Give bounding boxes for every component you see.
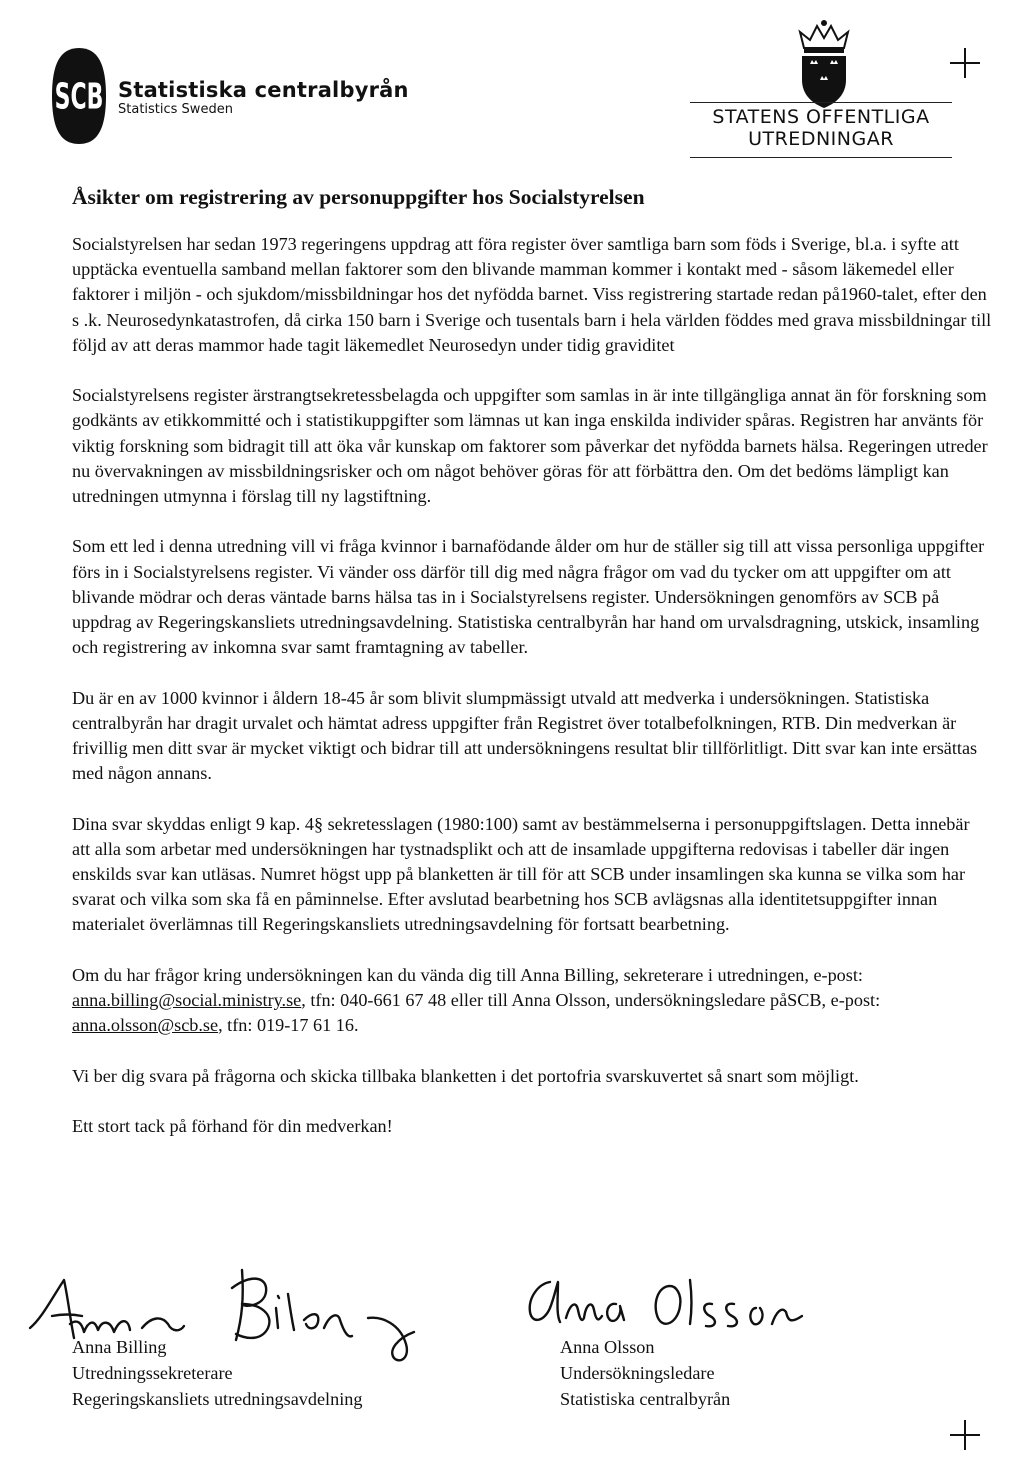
- scb-subtitle: Statistics Sweden: [118, 102, 233, 117]
- signer-role: Utredningssekreterare: [72, 1363, 233, 1383]
- sou-line1: STATENS OFFENTLIGA: [712, 106, 930, 128]
- contact-paragraph: [72, 963, 992, 1039]
- request-paragraph: Vi ber dig svara på frågorna och skicka tillbaka blanketten i det portofria svarskuvertet så snart som möjligt.: [72, 1065, 859, 1086]
- sou-line2: UTREDNINGAR: [748, 128, 894, 150]
- signature-anna-olsson: [520, 1268, 810, 1338]
- signer-name: Anna Olsson: [560, 1337, 655, 1357]
- signer-name: Anna Billing: [72, 1337, 167, 1357]
- paragraph: Socialstyrelsen har sedan 1973 regeringens uppdrag att föra register över samtliga barn som föds i Sverige, bl.a. i syfte att upptäcka eventuella samband mellan faktorer som den blivande mamman kommer i kontakt med - såsom läkemedel eller faktorer i miljön - och sjukdom/missbildningar hos det nyfödda barnet. Viss registrering startade redan på1960-talet, efter den s .k. Neurosedynkatastrofen, då cirka 150 barn i Sverige och tusentals barn i hela världen föddes med grava missbildningar till följd av att deras mammor hade tagit läkemedlet Neurosedyn under tidig graviditet: [72, 234, 992, 355]
- sou-crest-icon: [790, 18, 858, 110]
- scb-org-name: [118, 78, 409, 118]
- signer-billing: [72, 1334, 362, 1412]
- sou-org-name: [690, 106, 952, 150]
- contact-text: , tfn: 040-661 67 48 eller till Anna Olsson, undersökningsledare påSCB, e-post:: [301, 990, 881, 1011]
- signer-org: Regeringskansliets utredningsavdelning: [72, 1389, 363, 1409]
- paragraph: Som ett led i denna utredning vill vi fråga kvinnor i barnafödande ålder om hur de ställer sig till att vissa personliga uppgifter förs in i Socialstyrelsens register. Vi vänder oss därför till dig med några frågor om vad du tycker om att uppgifter om att blivande mödrar och deras väntade barns hälsa tas in i Socialstyrelsens register. Undersökningen genomförs av SCB på uppdrag av Regeringskansliets utredningsavdelning. Statistiska centralbyrån har hand om urvalsdragning, utskick, insamling och registrering av inkomna svar samt framtagning av tabeller.: [72, 536, 985, 658]
- paragraph: Socialstyrelsens register ärstrangtsekretessbelagda och uppgifter som samlas in är inte tillgängliga annat än för forskning som godkänts av etikkommitté och i statistikuppgifter som lämnas ut kan inga enskilda individer spåras. Registren har använts för viktig forskning som bidragit till att öka vår kunskap om faktorer som påverkar det nyfödda barnets hälsa. Regeringen utreder nu övervakningen av missbildningsrisker och om något behöver göras för att förbättra den. Om det bedöms lämpligt kan utredningen utmynna i förslag till ny lagstiftning.: [72, 385, 988, 507]
- signer-org: Statistiska centralbyrån: [560, 1389, 731, 1409]
- registration-mark-icon: [950, 1420, 980, 1450]
- divider: [690, 102, 952, 103]
- letter-title: Åsikter om registrering av personuppgifter hos Socialstyrelsen: [72, 185, 645, 209]
- registration-mark-icon: [950, 48, 980, 78]
- signer-role: Undersökningsledare: [560, 1363, 715, 1383]
- thanks-line: Ett stort tack på förhand för din medverkan!: [72, 1116, 393, 1136]
- email-link-olsson[interactable]: anna.olsson@scb.se: [72, 1015, 219, 1036]
- contact-text: Om du har frågor kring undersökningen kan du vända dig till Anna Billing, sekreterare i utredningen, e-post:: [72, 964, 863, 985]
- svg-text:SCB: SCB: [54, 76, 104, 117]
- contact-text: , tfn: 019-17 61 16.: [218, 1015, 359, 1036]
- paragraph: Du är en av 1000 kvinnor i åldern 18-45 år som blivit slumpmässigt utvald att medverka i undersökningen. Statistiska centralbyrån har dragit urvalet och hämtat adress uppgifter från Registret över totalbefolkningen, RTB. Din medverkan är frivillig men ditt svar är mycket viktigt och bidrar till att undersökningens resultat blir tillförlitligt. Ditt svar kan inte ersättas med någon annans.: [72, 687, 978, 784]
- paragraph: Dina svar skyddas enligt 9 kap. 4§ sekretesslagen (1980:100) samt av bestämmelserna i personuppgiftslagen. Detta innebär att alla som arbetar med undersökningen har tystnadsplikt och att de insamlade uppgifterna redovisas i tabeller där ingen enskilds svar kan utläsas. Numret högst upp på blanketten är till för att SCB under insamlingen ska kunna se vilka som har svarat och vilka som ska få en påminnelse. Efter avslutad bearbetning hos SCB avlägsnas alla identitetsuppgifter innan materialet överlämnas till Regeringskansliets utredningsavdelning för fortsatt bearbetning.: [72, 813, 970, 935]
- email-link-billing[interactable]: anna.billing@social.ministry.se: [72, 990, 302, 1011]
- scb-logo-icon: [50, 46, 108, 146]
- divider: [690, 157, 952, 158]
- scb-name: Statistiska centralbyrån: [118, 78, 409, 102]
- letter-body: [72, 232, 992, 1164]
- signer-olsson: [560, 1334, 730, 1412]
